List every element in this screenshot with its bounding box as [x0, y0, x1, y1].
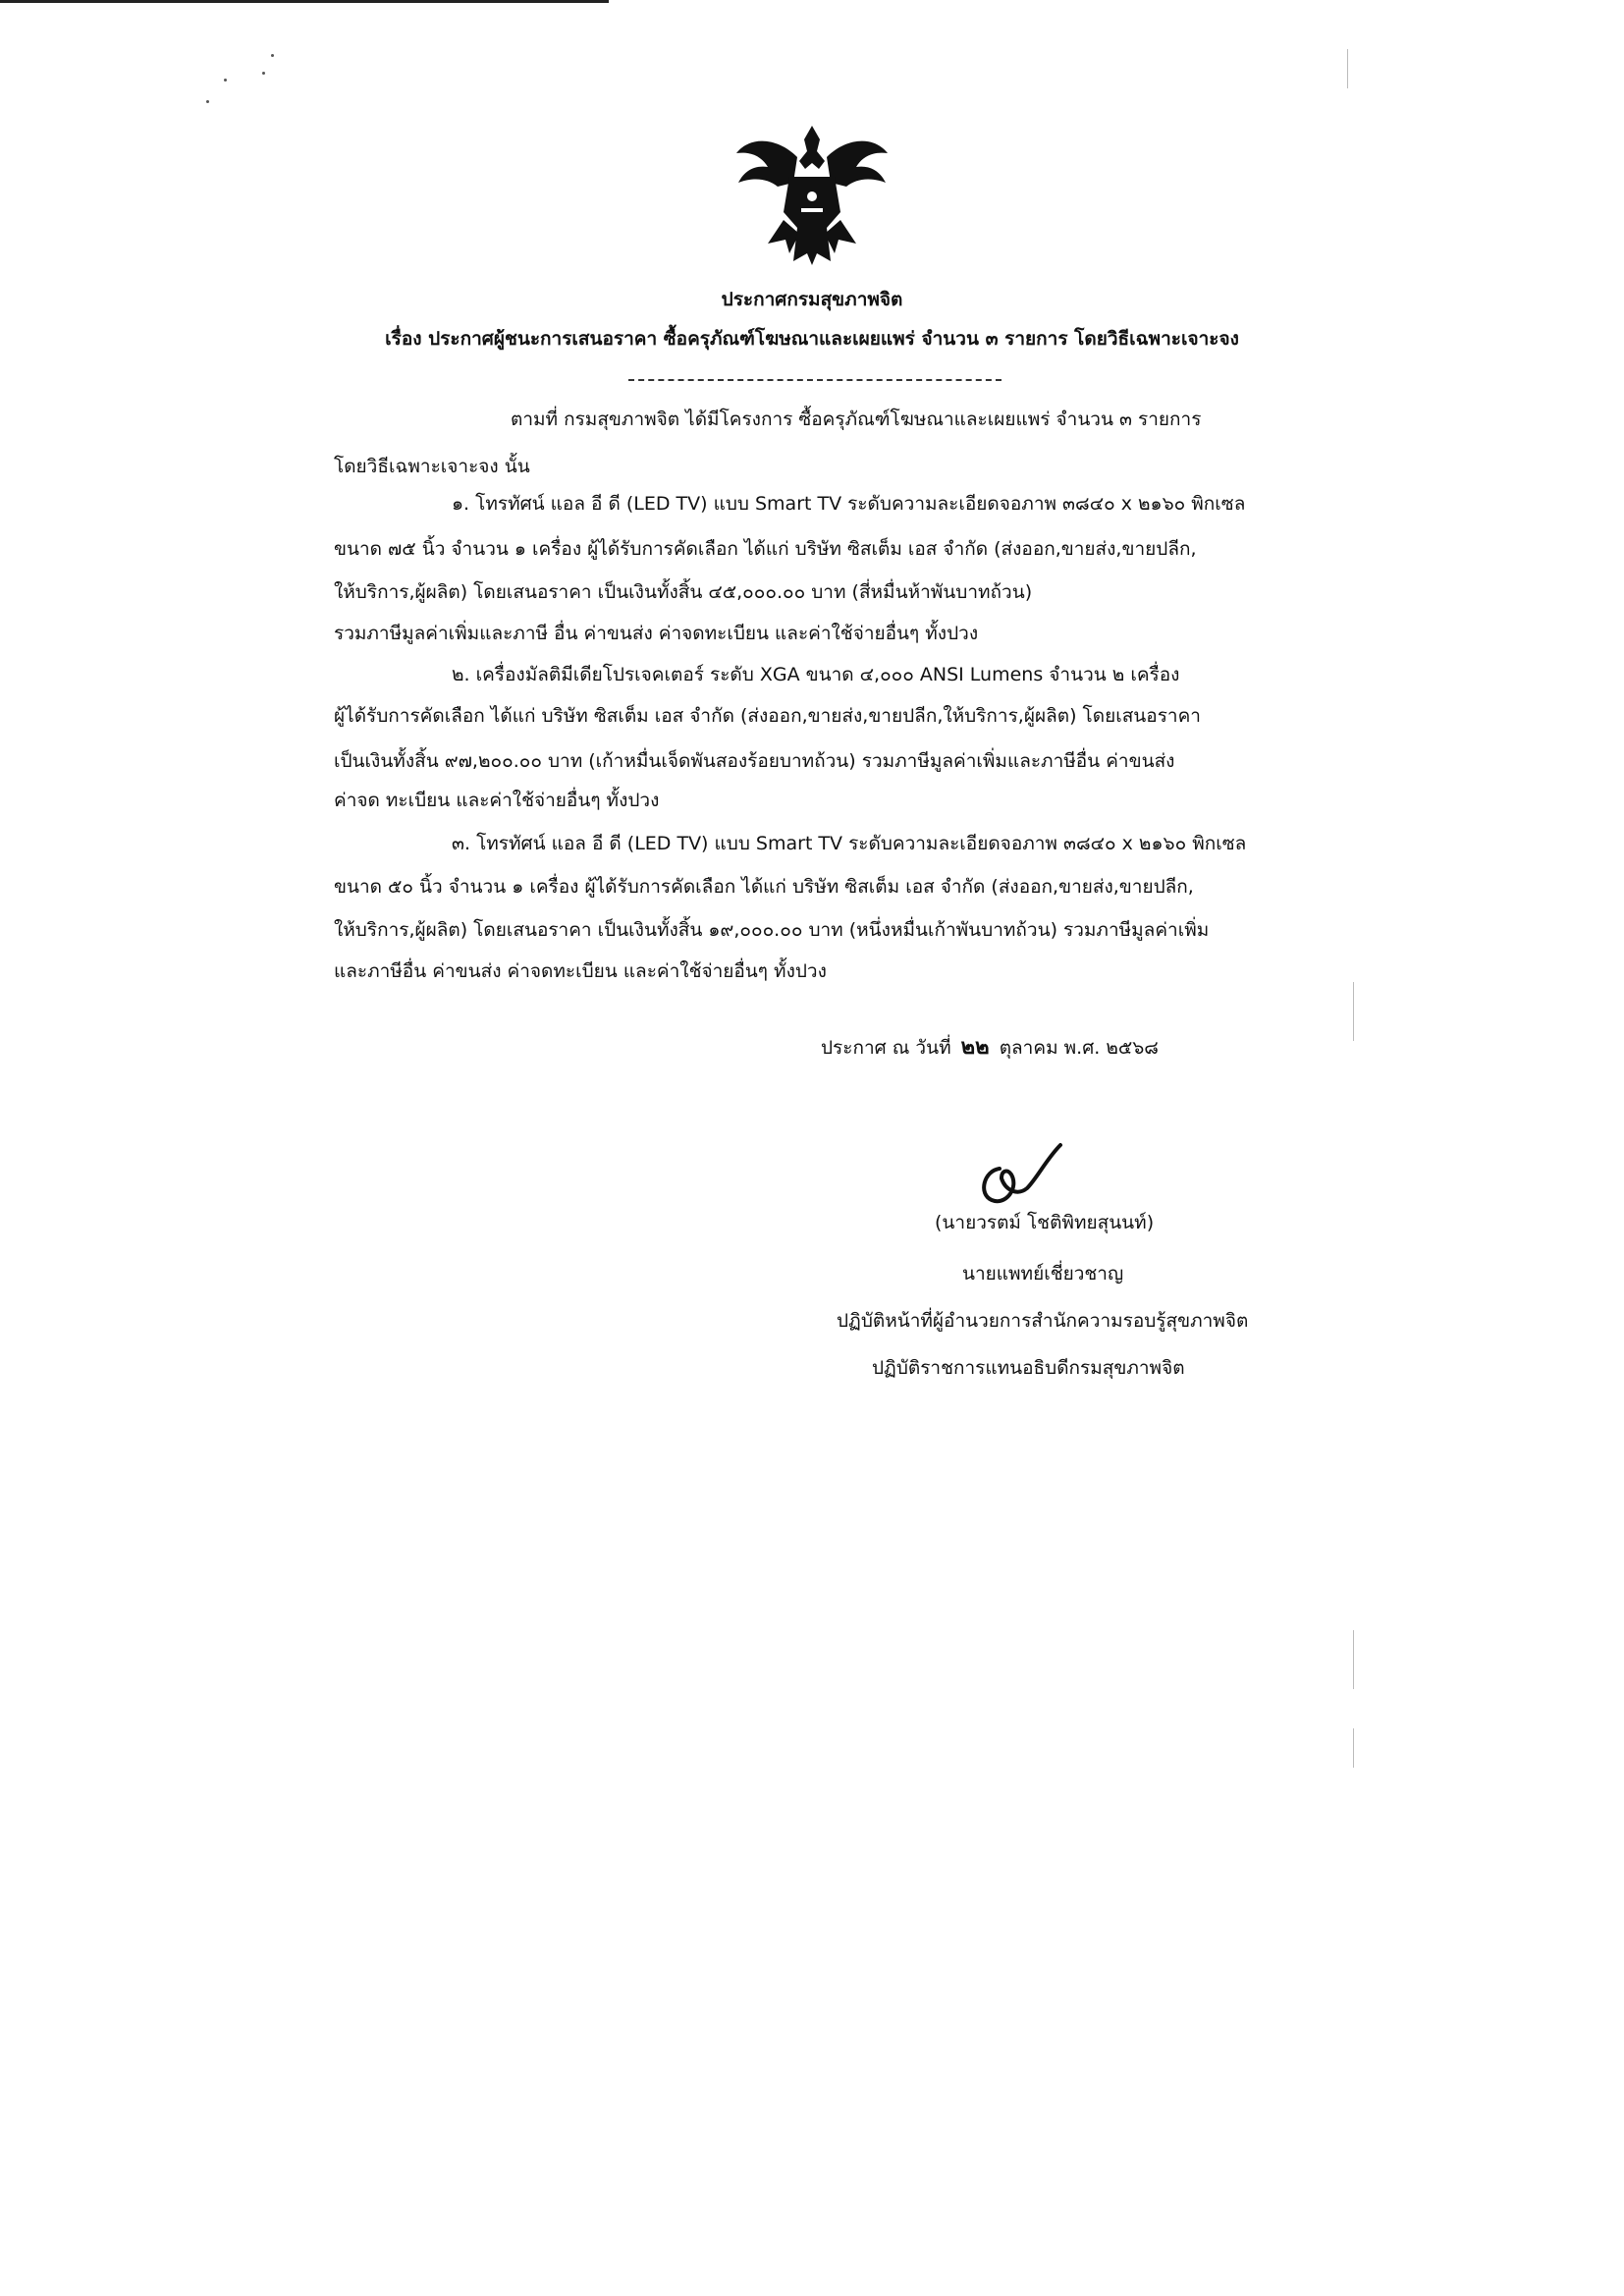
- item-1-line-4: รวมภาษีมูลค่าเพิ่มและภาษี อื่น ค่าขนส่ง ค่าจดทะเบียน และค่าใช้จ่ายอื่นๆ ทั้งปวง: [334, 623, 979, 644]
- scan-speck: [224, 79, 227, 82]
- item-1-line-3: ให้บริการ,ผู้ผลิต) โดยเสนอราคา เป็นเงินทั้งสิ้น ๔๕,๐๐๐.๐๐ บาท (สี่หมื่นห้าพันบาทถ้วน): [334, 581, 1033, 603]
- signatory-on-behalf: ปฏิบัติราชการแทนอธิบดีกรมสุขภาพจิต: [872, 1357, 1185, 1379]
- garuda-emblem-icon: [729, 118, 895, 267]
- subject-heading: เรื่อง ประกาศผู้ชนะการเสนอราคา ซื้อครุภัณฑ์โฆษณาและเผยแพร่ จำนวน ๓ รายการ โดยวิธีเฉพาะเจาะจง: [385, 328, 1239, 350]
- item-2-line-4: ค่าจด ทะเบียน และค่าใช้จ่ายอื่นๆ ทั้งปวง: [334, 790, 660, 811]
- date-prefix: ประกาศ ณ วันที่: [821, 1037, 951, 1059]
- intro-line-2: โดยวิธีเฉพาะเจาะจง นั้น: [334, 456, 530, 477]
- item-3-line-2: ขนาด ๕๐ นิ้ว จำนวน ๑ เครื่อง ผู้ได้รับการคัดเลือก ได้แก่ บริษัท ซิสเต็ม เอส จำกัด (ส่งออก,ขายส่ง,ขายปลีก,: [334, 876, 1194, 898]
- scan-edge-mark: [1353, 1630, 1354, 1689]
- scan-speck: [262, 72, 265, 75]
- item-2-line-3: เป็นเงินทั้งสิ้น ๙๗,๒๐๐.๐๐ บาท (เก้าหมื่นเจ็ดพันสองร้อยบาทถ้วน) รวมภาษีมูลค่าเพิ่มและภาษีอื่น ค่าขนส่ง: [334, 750, 1175, 772]
- date-month-year: ตุลาคม พ.ศ. ๒๕๖๘: [999, 1037, 1159, 1059]
- scan-edge-mark: [1353, 1728, 1354, 1768]
- scan-top-edge-rule: [0, 0, 609, 3]
- item-2-line-2: ผู้ได้รับการคัดเลือก ได้แก่ บริษัท ซิสเต็ม เอส จำกัด (ส่งออก,ขายส่ง,ขายปลีก,ให้บริการ,ผู้ผลิต) โดยเสนอราคา: [334, 705, 1201, 727]
- intro-line-1: ตามที่ กรมสุขภาพจิต ได้มีโครงการ ซื้อครุภัณฑ์โฆษณาและเผยแพร่ จำนวน ๓ รายการ: [511, 409, 1202, 430]
- date-day: ๒๒: [960, 1035, 990, 1060]
- scan-speck: [206, 100, 209, 103]
- agency-heading: ประกาศกรมสุขภาพจิต: [721, 289, 903, 310]
- item-3-line-1: ๓. โทรทัศน์ แอล อี ดี (LED TV) แบบ Smart TV ระดับความละเอียดจอภาพ ๓๘๔๐ x ๒๑๖๐ พิกเซล: [452, 833, 1247, 854]
- item-1-line-2: ขนาด ๗๕ นิ้ว จำนวน ๑ เครื่อง ผู้ได้รับการคัดเลือก ได้แก่ บริษัท ซิสเต็ม เอส จำกัด (ส่งออก,ขายส่ง,ขายปลีก,: [334, 538, 1197, 560]
- handwritten-signature-icon: [962, 1139, 1070, 1218]
- item-3-line-4: และภาษีอื่น ค่าขนส่ง ค่าจดทะเบียน และค่าใช้จ่ายอื่นๆ ทั้งปวง: [334, 960, 827, 982]
- scan-edge-mark: [1353, 982, 1354, 1041]
- signatory-acting-role: ปฏิบัติหน้าที่ผู้อำนวยการสำนักความรอบรู้สุขภาพจิต: [837, 1310, 1249, 1332]
- signatory-name: (นายวรตม์ โชติพิทยสุนนท์): [935, 1212, 1155, 1233]
- item-3-line-3: ให้บริการ,ผู้ผลิต) โดยเสนอราคา เป็นเงินทั้งสิ้น ๑๙,๐๐๐.๐๐ บาท (หนึ่งหมื่นเก้าพันบาทถ้วน) รวมภาษีมูลค่าเพิ่ม: [334, 919, 1210, 941]
- scan-speck: [271, 54, 274, 57]
- item-2-line-1: ๒. เครื่องมัลติมีเดียโปรเจคเตอร์ ระดับ XGA ขนาด ๔,๐๐๐ ANSI Lumens จำนวน ๒ เครื่อง: [452, 664, 1180, 685]
- scan-edge-mark: [1347, 49, 1348, 88]
- signatory-position: นายแพทย์เชี่ยวชาญ: [962, 1263, 1124, 1285]
- heading-divider: [628, 379, 1001, 381]
- item-1-line-1: ๑. โทรทัศน์ แอล อี ดี (LED TV) แบบ Smart TV ระดับความละเอียดจอภาพ ๓๘๔๐ x ๒๑๖๐ พิกเซล: [452, 493, 1246, 515]
- announcement-date: [821, 1035, 1159, 1061]
